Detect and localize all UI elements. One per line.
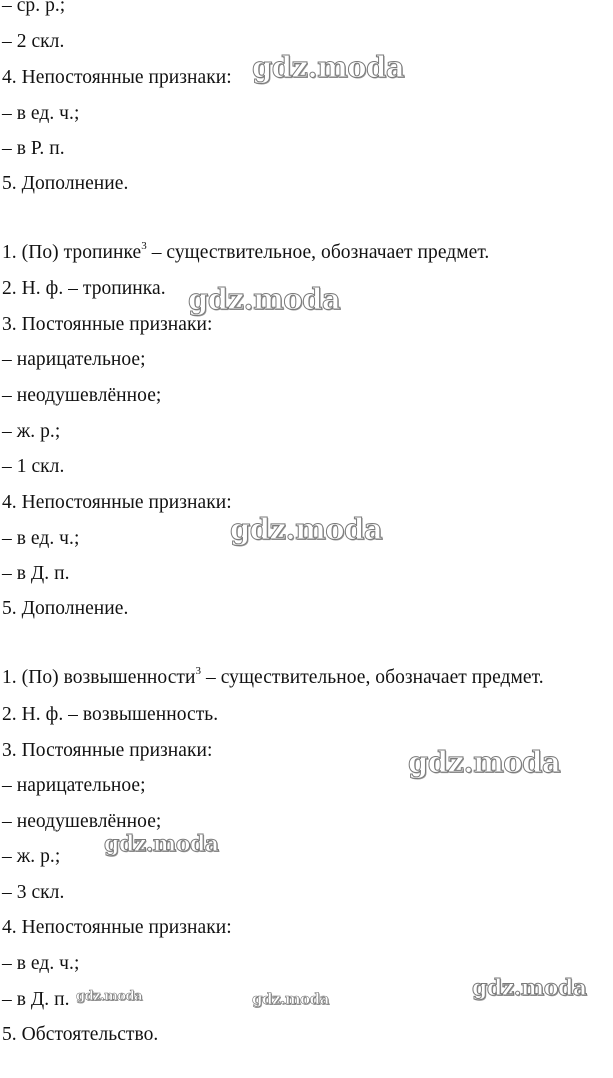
footnote-marker: 3 — [141, 239, 147, 252]
text-line: 4. Непостоянные признаки: — [2, 67, 232, 88]
text-line: 2. Н. ф. – возвышенность. — [2, 704, 219, 725]
text-line: – неодушевлённое; — [2, 811, 162, 832]
watermark: gdz.moda — [252, 990, 329, 1008]
text-line: 5. Обстоятельство. — [2, 1024, 159, 1045]
text-line: – в Д. п. — [2, 563, 70, 584]
watermark: gdz.moda — [104, 831, 219, 857]
text-line: 5. Дополнение. — [2, 598, 129, 619]
text-line: 2. Н. ф. – тропинка. — [2, 278, 166, 299]
text-line: – в ед. ч.; — [2, 528, 80, 549]
line-tail: – существительное, обозначает предмет. — [201, 667, 544, 688]
text-line: – в Д. п. — [2, 989, 70, 1010]
text-line: 4. Непостоянные признаки: — [2, 492, 232, 513]
watermark: gdz.moda — [76, 989, 143, 1004]
text-line: – в ед. ч.; — [2, 103, 80, 124]
line-tail: – существительное, обозначает предмет. — [146, 242, 490, 263]
text-line: – неодушевлённое; — [2, 385, 162, 406]
word-tropinke: 1. (По) тропинке — [2, 242, 142, 263]
text-line: – нарицательное; — [2, 349, 146, 370]
word-vozvyshennosti: 1. (По) возвышенности — [2, 667, 196, 688]
text-line: – ж. р.; — [2, 421, 61, 442]
watermark: gdz.moda — [472, 975, 587, 1001]
text-line — [2, 241, 489, 265]
text-line: – ж. р.; — [2, 846, 61, 867]
text-line: – 3 скл. — [2, 882, 65, 903]
text-line: – в Р. п. — [2, 138, 65, 159]
text-line: 5. Дополнение. — [2, 173, 129, 194]
text-line: – 2 скл. — [2, 31, 65, 52]
text-line: – ср. р.; — [2, 0, 66, 16]
text-line: 3. Постоянные признаки: — [2, 740, 213, 761]
watermark: gdz.moda — [230, 512, 383, 546]
watermark: gdz.moda — [252, 50, 405, 84]
text-line: 4. Непостоянные признаки: — [2, 917, 232, 938]
watermark: gdz.moda — [408, 745, 561, 779]
text-line — [2, 666, 544, 690]
text-line: – нарицательное; — [2, 775, 146, 796]
text-line: 3. Постоянные признаки: — [2, 314, 213, 335]
text-line: – 1 скл. — [2, 456, 65, 477]
text-line: – в ед. ч.; — [2, 953, 80, 974]
footnote-marker: 3 — [195, 664, 202, 677]
watermark: gdz.moda — [188, 282, 341, 316]
